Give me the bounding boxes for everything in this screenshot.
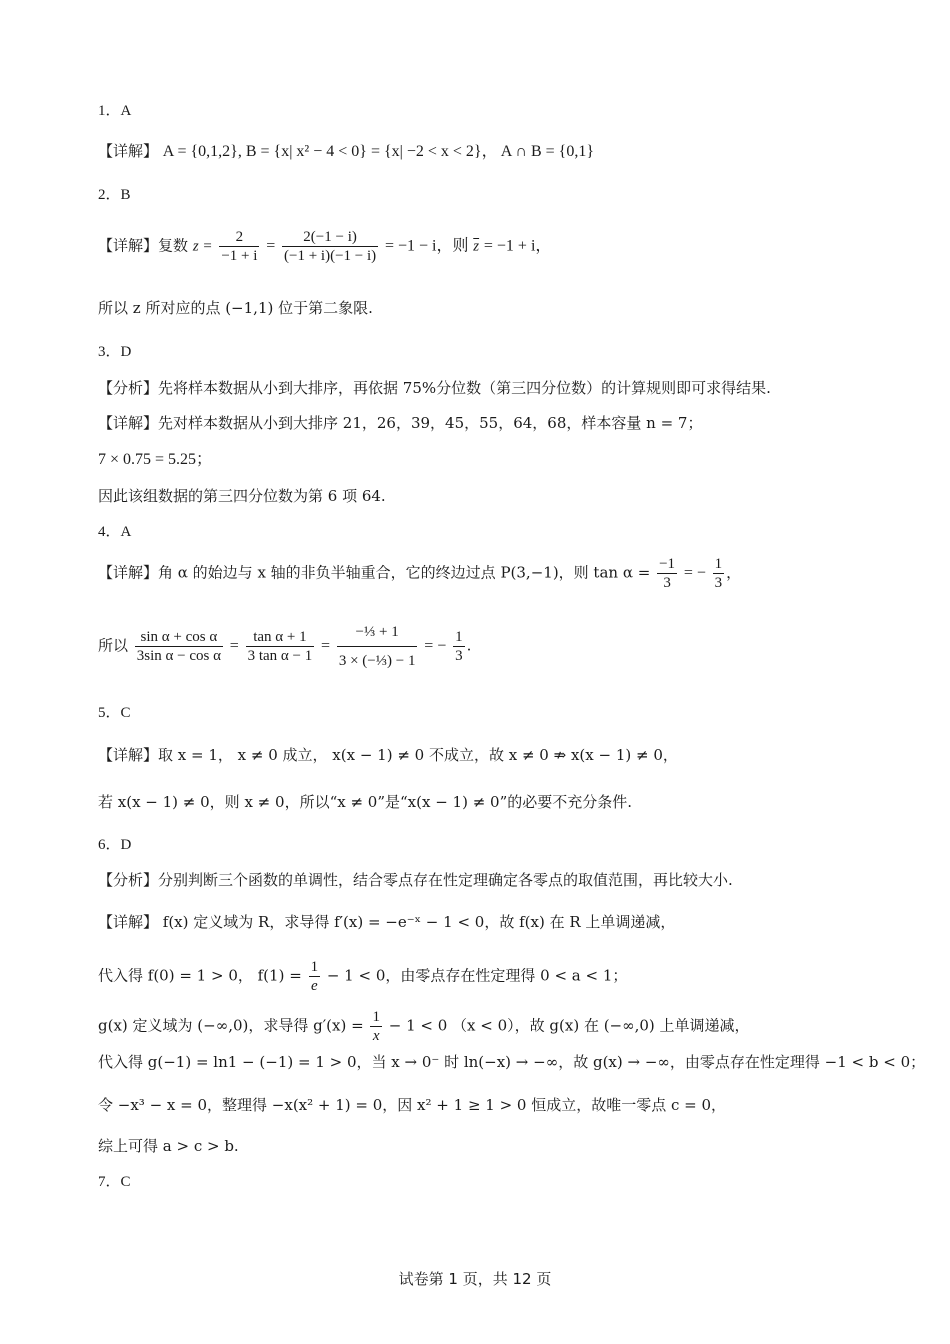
- q4-dot: .: [466, 636, 472, 655]
- q4-detail: [98, 555, 741, 592]
- q4-frac-g1: $\frac{\text{sin α + cos α}}{\text{3sin α − cos α}}$: [136, 629, 221, 664]
- q3-calc: 7 × 0.75 = 5.25；: [98, 451, 213, 468]
- q2-post2: = −1 + i，: [483, 237, 552, 255]
- q1-expr: A = {0,1,2}, B = {x| x² − 4 < 0} = {x| −2 < x < 2}， A ∩ B = {0,1}: [162, 143, 595, 160]
- q3-answer: 3．D: [98, 344, 132, 360]
- q6-frac-1x: $\frac{1}{x}$: [372, 1009, 380, 1044]
- q5-answer: 5．C: [98, 705, 131, 721]
- q4-frac-g2: $\frac{\text{tan α + 1}}{\text{3 tan α − 1}}$: [247, 629, 313, 664]
- q3-analysis: 【分析】先将样本数据从小到大排序，再依据 75%分位数（第三四分位数）的计算规则即可求得结果.: [98, 379, 771, 397]
- q2-conclusion: 所以 z 所对应的点 (−1,1) 位于第二象限.: [98, 299, 373, 317]
- q4-frac1: $\frac{-1}{3}$: [659, 556, 676, 591]
- q4-text: 角 α 的始边与 x 轴的非负半轴重合，它的终边过点 P(3,−1)，则 tan α =: [158, 563, 651, 582]
- q2-post: = −1 − i，则: [384, 237, 469, 255]
- q1-detail: [98, 141, 594, 162]
- q4-g-end: = −: [424, 637, 447, 655]
- q2-z-eq: z =: [192, 238, 213, 255]
- q4-derivation: [98, 618, 471, 675]
- q2-pre: 复数: [158, 236, 189, 255]
- equals: =: [321, 637, 331, 655]
- page-footer: 试卷第 1 页，共 12 页: [398, 1270, 552, 1288]
- q2-frac2: $\frac{2(-1 - i)}{(-1 + i)(-1 - i)}$: [284, 229, 377, 264]
- q6-detail-2: [98, 958, 627, 995]
- q6-detail-4: 代入得 g(−1) = ln1 − (−1) = 1 > 0，当 x → 0⁻ 时 ln(−x) → −∞，故 g(x) → −∞，由零点存在性定理得 −1 < b < 0；: [98, 1053, 926, 1071]
- q5-conclusion: 若 x(x − 1) ≠ 0，则 x ≠ 0，所以“x ≠ 0”是“x(x − 1) ≠ 0”的必要不充分条件.: [98, 793, 633, 811]
- q3-detail: 【详解】先对样本数据从小到大排序 21，26，39，45，55，64，68，样本容量 n = 7；: [98, 414, 703, 432]
- q2-answer: 2．B: [98, 187, 131, 203]
- q2-zbar: $\overline{z}$: [473, 238, 480, 255]
- q4-frac2: $\frac{1}{3}$: [714, 556, 723, 591]
- q4-l2-pre: 所以: [98, 636, 129, 655]
- detail-tag: 【详解】: [98, 142, 159, 160]
- detail-tag: 【详解】: [98, 236, 159, 255]
- q6-conclusion: 综上可得 a > c > b.: [98, 1137, 239, 1155]
- q4-answer: 4．A: [98, 524, 132, 540]
- q1-answer: 1．A: [98, 103, 132, 119]
- q4-frac-g4: $\frac{1}{3}$: [455, 629, 463, 664]
- equals: =: [266, 237, 276, 255]
- q5-detail: 【详解】取 x = 1， x ≠ 0 成立， x(x − 1) ≠ 0 不成立，故 x ≠ 0 ⇏ x(x − 1) ≠ 0，: [98, 746, 678, 764]
- q4-end: ，: [726, 563, 742, 582]
- q6-analysis: 【分析】分别判断三个函数的单调性，结合零点存在性定理确定各零点的取值范围，再比较大小.: [98, 871, 733, 889]
- q6-l2-post: − 1 < 0，由零点存在性定理得 0 < a < 1；: [326, 966, 628, 985]
- q6-l3-post: − 1 < 0 （x < 0），故 g(x) 在 (−∞,0) 上单调递减，: [388, 1016, 750, 1035]
- q6-l3-pre: g(x) 定义域为 (−∞,0)，求导得 g′(x) =: [98, 1016, 364, 1035]
- q6-detail-1: 【详解】 f(x) 定义域为 R，求导得 f′(x) = −e⁻ˣ − 1 < 0，故 f(x) 在 R 上单调递减，: [98, 913, 676, 931]
- q6-l2-pre: 代入得 f(0) = 1 > 0， f(1) =: [98, 966, 302, 985]
- q4-frac-g3: $\frac{\text{−⅓ + 1}}{\text{3 × (−⅓) − 1}}$: [337, 618, 418, 675]
- q7-answer: 7．C: [98, 1174, 131, 1190]
- q2-detail: [98, 228, 551, 265]
- q6-detail-3: [98, 1008, 750, 1045]
- detail-tag: 【详解】: [98, 563, 159, 582]
- q3-conclusion: 因此该组数据的第三四分位数为第 6 项 64.: [98, 487, 386, 505]
- q2-frac1: $\frac{2}{-1 + i}$: [221, 229, 258, 264]
- q6-frac-1e: $\frac{1}{e}$: [310, 959, 319, 994]
- q6-detail-5: 令 −x³ − x = 0，整理得 −x(x² + 1) = 0，因 x² + 1 ≥ 1 > 0 恒成立，故唯一零点 c = 0，: [98, 1096, 727, 1114]
- equals: =: [229, 637, 239, 655]
- q6-answer: 6．D: [98, 837, 132, 853]
- q4-mid: = −: [683, 564, 706, 582]
